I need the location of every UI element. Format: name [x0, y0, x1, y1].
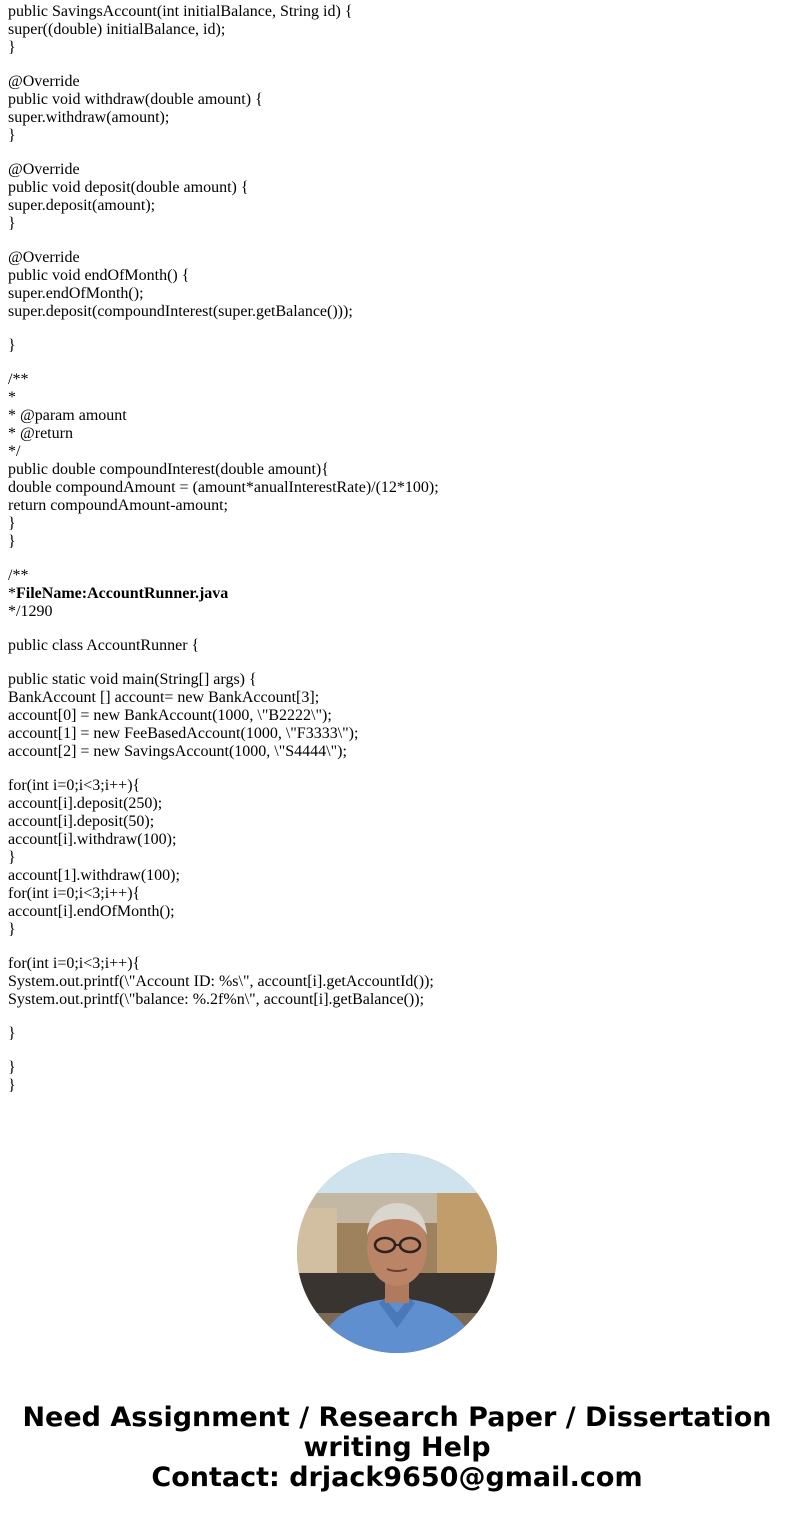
code-line: BankAccount [] account= new BankAccount[3];: [8, 689, 320, 706]
code-line: }: [8, 1059, 16, 1076]
code-line: /**: [8, 371, 29, 388]
code-line: [8, 1043, 439, 1059]
code-line: super.endOfMonth();: [8, 285, 144, 302]
code-line: for(int i=0;i<3;i++){: [8, 885, 141, 902]
code-line: public void deposit(double amount) {: [8, 179, 249, 196]
code-line: account[2] = new SavingsAccount(1000, \"S4444\");: [8, 743, 347, 760]
code-line: }: [8, 1025, 16, 1042]
code-line: [8, 1009, 439, 1025]
code-line: account[1].withdraw(100);: [8, 867, 180, 884]
code-line: }: [8, 337, 16, 354]
code-line: [8, 551, 439, 567]
author-avatar: [297, 1153, 497, 1353]
code-line: [8, 585, 439, 603]
promo-contact: Contact: drjack9650@gmail.com: [151, 1462, 643, 1493]
code-line: [8, 621, 439, 637]
code-line: }: [8, 1077, 16, 1094]
code-line: public double compoundInterest(double amount){: [8, 461, 329, 478]
code-line: account[i].withdraw(100);: [8, 831, 177, 848]
code-line: account[i].deposit(50);: [8, 813, 155, 830]
code-line: public static void main(String[] args) {: [8, 671, 257, 688]
code-line: [8, 939, 439, 955]
code-line: account[i].endOfMonth();: [8, 903, 175, 920]
code-line: }: [8, 533, 16, 550]
code-line: [8, 233, 439, 249]
code-line: [8, 355, 439, 371]
promo-banner: [0, 1403, 794, 1493]
code-line: System.out.printf(\"balance: %.2f%n\", account[i].getBalance());: [8, 991, 425, 1008]
promo-subheadline: writing Help: [303, 1432, 491, 1463]
code-line: * @param amount: [8, 407, 127, 424]
code-line: @Override: [8, 73, 80, 90]
code-line: /**: [8, 567, 29, 584]
code-line: */: [8, 443, 21, 460]
code-line: *: [8, 389, 16, 406]
code-line: [8, 761, 439, 777]
code-line: account[0] = new BankAccount(1000, \"B2222\");: [8, 707, 332, 724]
code-line: System.out.printf(\"Account ID: %s\", account[i].getAccountId());: [8, 973, 434, 990]
code-line: [8, 145, 439, 161]
code-line: }: [8, 921, 16, 938]
code-line: [8, 655, 439, 671]
author-portrait-image: [297, 1153, 497, 1353]
code-line: public SavingsAccount(int initialBalance, String id) {: [8, 3, 353, 20]
code-line: @Override: [8, 249, 80, 266]
code-line: }: [8, 39, 16, 56]
code-line: return compoundAmount-amount;: [8, 497, 228, 514]
code-line: [8, 321, 439, 337]
code-line: [8, 57, 439, 73]
code-line: public void withdraw(double amount) {: [8, 91, 263, 108]
code-line: }: [8, 215, 16, 232]
code-line: public class AccountRunner {: [8, 637, 200, 654]
code-line: * @return: [8, 425, 73, 442]
code-line: for(int i=0;i<3;i++){: [8, 777, 141, 794]
code-line: double compoundAmount = (amount*anualInterestRate)/(12*100);: [8, 479, 439, 496]
code-line: account[i].deposit(250);: [8, 795, 163, 812]
code-line: super.withdraw(amount);: [8, 109, 170, 126]
code-line: @Override: [8, 161, 80, 178]
code-line: super.deposit(amount);: [8, 197, 156, 214]
filename-prefix: *: [8, 585, 16, 602]
code-line: }: [8, 515, 16, 532]
code-line: for(int i=0;i<3;i++){: [8, 955, 141, 972]
code-line: account[1] = new FeeBasedAccount(1000, \"F3333\");: [8, 725, 359, 742]
code-line: super.deposit(compoundInterest(super.getBalance()));: [8, 303, 353, 320]
code-listing: [8, 3, 439, 1095]
code-line: super((double) initialBalance, id);: [8, 21, 226, 38]
filename-label: FileName:AccountRunner.java: [16, 585, 229, 602]
promo-headline: Need Assignment / Research Paper / Dissertation: [22, 1402, 772, 1433]
code-line: public void endOfMonth() {: [8, 267, 190, 284]
code-line: }: [8, 849, 16, 866]
code-line: */1290: [8, 603, 53, 620]
code-line: }: [8, 127, 16, 144]
